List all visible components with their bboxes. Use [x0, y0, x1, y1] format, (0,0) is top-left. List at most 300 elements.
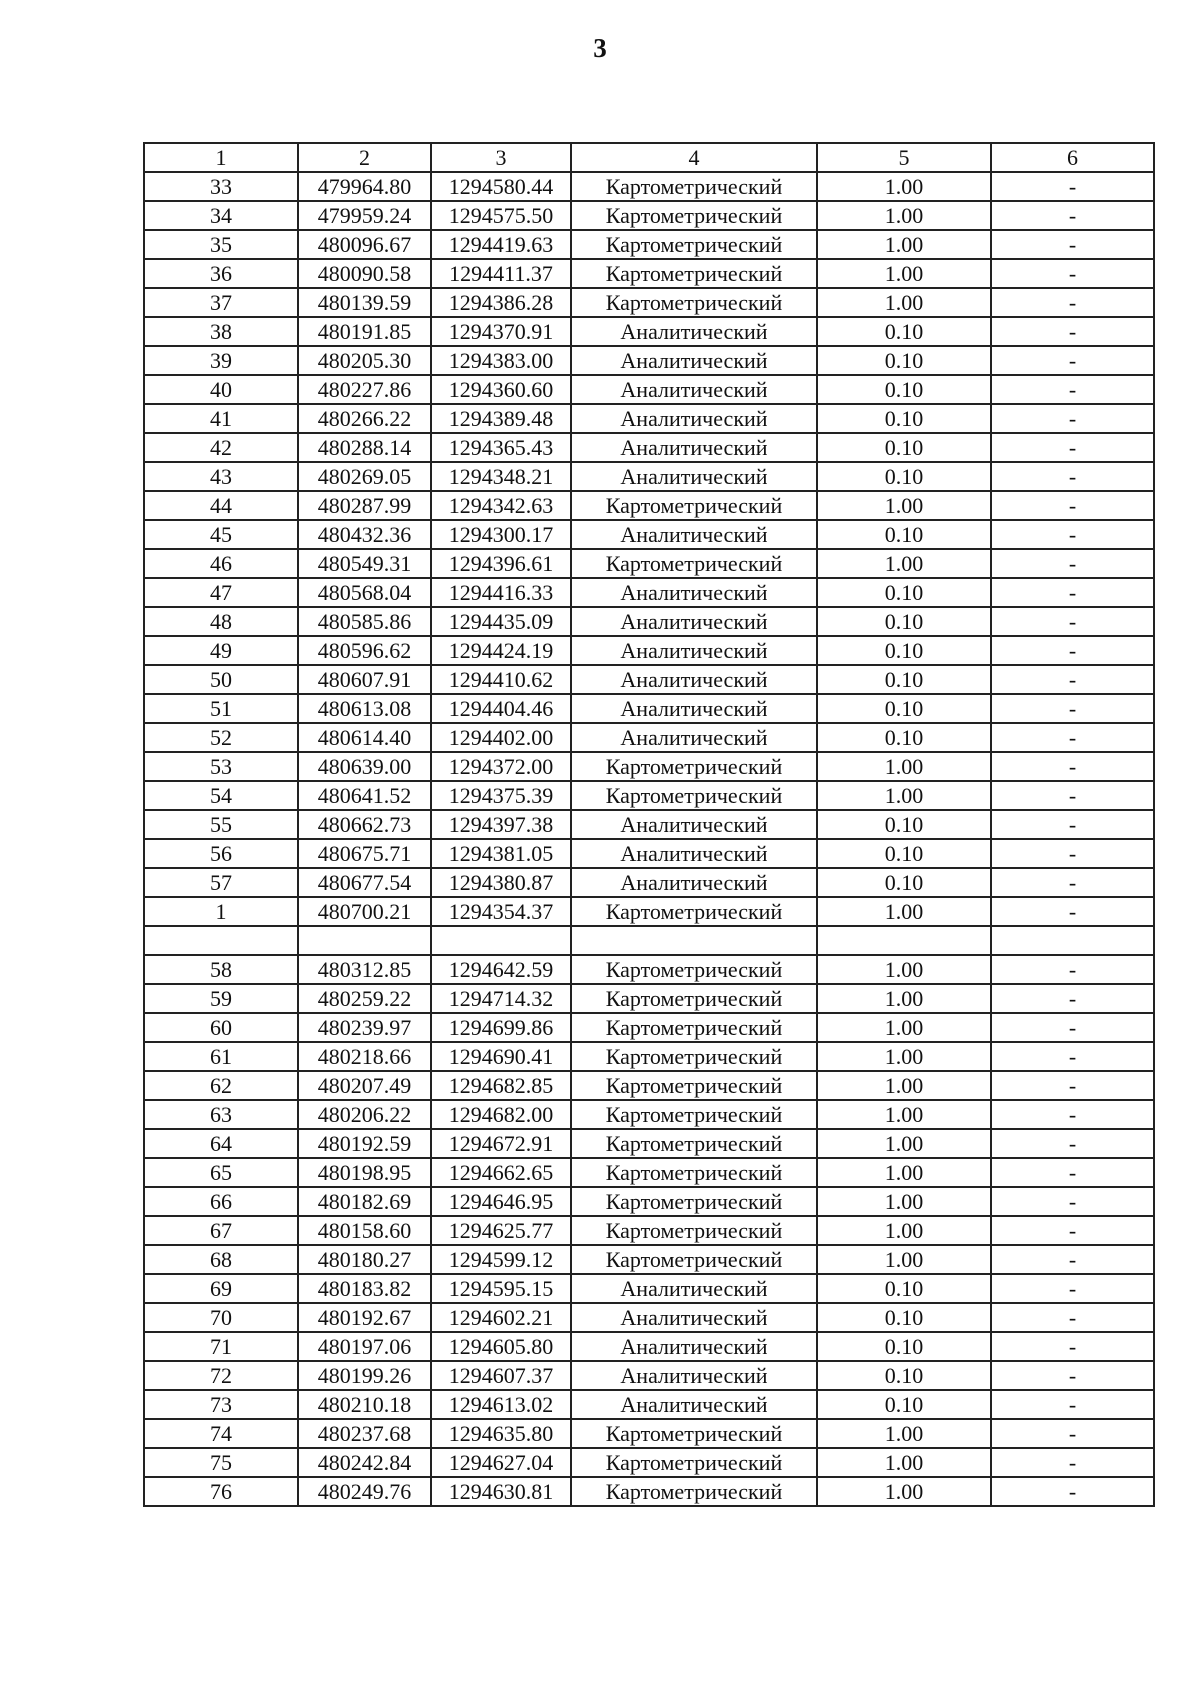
table-row — [144, 578, 1154, 607]
y-coordinate-cell: 1294682.00 — [431, 1100, 571, 1129]
x-coordinate-cell: 480242.84 — [298, 1448, 431, 1477]
point-number-cell: 52 — [144, 723, 298, 752]
point-number-cell: 42 — [144, 433, 298, 462]
accuracy-cell: 1.00 — [817, 1187, 991, 1216]
description-cell: - — [991, 462, 1154, 491]
table-row — [144, 1100, 1154, 1129]
table-row — [144, 607, 1154, 636]
method-cell: Картометрический — [571, 549, 817, 578]
accuracy-cell: 1.00 — [817, 1071, 991, 1100]
point-number-cell: 43 — [144, 462, 298, 491]
description-cell: - — [991, 520, 1154, 549]
y-coordinate-cell: 1294602.21 — [431, 1303, 571, 1332]
description-cell: - — [991, 1216, 1154, 1245]
accuracy-cell: 1.00 — [817, 1100, 991, 1129]
accuracy-cell: 0.10 — [817, 317, 991, 346]
method-cell: Аналитический — [571, 1361, 817, 1390]
method-cell: Картометрический — [571, 172, 817, 201]
description-cell: - — [991, 752, 1154, 781]
point-number-cell: 68 — [144, 1245, 298, 1274]
accuracy-cell: 0.10 — [817, 868, 991, 897]
description-cell: - — [991, 404, 1154, 433]
accuracy-cell: 0.10 — [817, 810, 991, 839]
x-coordinate-cell: 480288.14 — [298, 433, 431, 462]
y-coordinate-cell: 1294435.09 — [431, 607, 571, 636]
table-row — [144, 1245, 1154, 1274]
method-cell: Картометрический — [571, 1013, 817, 1042]
method-cell: Аналитический — [571, 1390, 817, 1419]
point-number-cell: 48 — [144, 607, 298, 636]
x-coordinate-cell: 480312.85 — [298, 955, 431, 984]
accuracy-cell: 0.10 — [817, 607, 991, 636]
method-cell: Картометрический — [571, 491, 817, 520]
y-coordinate-cell: 1294575.50 — [431, 201, 571, 230]
x-coordinate-cell: 480568.04 — [298, 578, 431, 607]
accuracy-cell: 1.00 — [817, 955, 991, 984]
table-row — [144, 259, 1154, 288]
x-coordinate-cell: 480662.73 — [298, 810, 431, 839]
description-cell: - — [991, 317, 1154, 346]
table-row — [144, 1361, 1154, 1390]
point-number-cell: 49 — [144, 636, 298, 665]
accuracy-cell: 1.00 — [817, 1245, 991, 1274]
y-coordinate-cell: 1294630.81 — [431, 1477, 571, 1506]
x-coordinate-cell: 480207.49 — [298, 1071, 431, 1100]
method-cell: Аналитический — [571, 317, 817, 346]
y-coordinate-cell: 1294672.91 — [431, 1129, 571, 1158]
description-cell: - — [991, 1274, 1154, 1303]
x-coordinate-cell: 480432.36 — [298, 520, 431, 549]
x-coordinate-cell: 480613.08 — [298, 694, 431, 723]
accuracy-cell: 0.10 — [817, 723, 991, 752]
description-cell: - — [991, 491, 1154, 520]
table-row — [144, 462, 1154, 491]
x-coordinate-cell: 480090.58 — [298, 259, 431, 288]
column-header: 4 — [571, 143, 817, 172]
table-row — [144, 520, 1154, 549]
point-number-cell: 65 — [144, 1158, 298, 1187]
y-coordinate-cell: 1294370.91 — [431, 317, 571, 346]
method-cell: Аналитический — [571, 433, 817, 462]
table-row — [144, 549, 1154, 578]
accuracy-cell: 0.10 — [817, 636, 991, 665]
x-coordinate-cell: 480585.86 — [298, 607, 431, 636]
x-coordinate-cell: 480191.85 — [298, 317, 431, 346]
x-coordinate-cell: 480197.06 — [298, 1332, 431, 1361]
table-row — [144, 665, 1154, 694]
method-cell: Картометрический — [571, 955, 817, 984]
method-cell: Картометрический — [571, 1448, 817, 1477]
description-cell: - — [991, 694, 1154, 723]
table-row — [144, 1158, 1154, 1187]
point-number-cell: 69 — [144, 1274, 298, 1303]
point-number-cell: 37 — [144, 288, 298, 317]
method-cell: Аналитический — [571, 868, 817, 897]
method-cell: Картометрический — [571, 781, 817, 810]
x-coordinate-cell: 480199.26 — [298, 1361, 431, 1390]
accuracy-cell: 0.10 — [817, 1361, 991, 1390]
table-row — [144, 810, 1154, 839]
point-number-cell: 74 — [144, 1419, 298, 1448]
accuracy-cell: 0.10 — [817, 346, 991, 375]
y-coordinate-cell: 1294699.86 — [431, 1013, 571, 1042]
method-cell: Картометрический — [571, 288, 817, 317]
accuracy-cell: 0.10 — [817, 433, 991, 462]
description-cell: - — [991, 375, 1154, 404]
x-coordinate-cell: 480641.52 — [298, 781, 431, 810]
y-coordinate-cell: 1294410.62 — [431, 665, 571, 694]
table-row — [144, 1448, 1154, 1477]
y-coordinate-cell: 1294397.38 — [431, 810, 571, 839]
method-cell: Картометрический — [571, 752, 817, 781]
description-cell: - — [991, 665, 1154, 694]
y-coordinate-cell: 1294354.37 — [431, 897, 571, 926]
table-row — [144, 1216, 1154, 1245]
column-header: 1 — [144, 143, 298, 172]
method-cell: Картометрический — [571, 1129, 817, 1158]
description-cell: - — [991, 607, 1154, 636]
y-coordinate-cell: 1294411.37 — [431, 259, 571, 288]
accuracy-cell: 0.10 — [817, 694, 991, 723]
x-coordinate-cell: 480607.91 — [298, 665, 431, 694]
point-number-cell: 64 — [144, 1129, 298, 1158]
table-row — [144, 230, 1154, 259]
table-row — [144, 636, 1154, 665]
y-coordinate-cell: 1294419.63 — [431, 230, 571, 259]
method-cell: Аналитический — [571, 520, 817, 549]
method-cell — [571, 926, 817, 955]
description-cell: - — [991, 1013, 1154, 1042]
method-cell: Картометрический — [571, 1100, 817, 1129]
y-coordinate-cell: 1294402.00 — [431, 723, 571, 752]
y-coordinate-cell: 1294300.17 — [431, 520, 571, 549]
accuracy-cell: 1.00 — [817, 1158, 991, 1187]
description-cell: - — [991, 1187, 1154, 1216]
point-number-cell: 46 — [144, 549, 298, 578]
column-header: 3 — [431, 143, 571, 172]
description-cell: - — [991, 578, 1154, 607]
table-row — [144, 1332, 1154, 1361]
table-row — [144, 1303, 1154, 1332]
description-cell: - — [991, 1158, 1154, 1187]
y-coordinate-cell: 1294380.87 — [431, 868, 571, 897]
point-number-cell: 76 — [144, 1477, 298, 1506]
x-coordinate-cell: 480259.22 — [298, 984, 431, 1013]
method-cell: Картометрический — [571, 259, 817, 288]
table-row — [144, 694, 1154, 723]
x-coordinate-cell: 480227.86 — [298, 375, 431, 404]
table-row — [144, 1390, 1154, 1419]
point-number-cell: 47 — [144, 578, 298, 607]
accuracy-cell: 1.00 — [817, 897, 991, 926]
description-cell: - — [991, 1129, 1154, 1158]
x-coordinate-cell: 480614.40 — [298, 723, 431, 752]
description-cell: - — [991, 897, 1154, 926]
point-number-cell: 57 — [144, 868, 298, 897]
description-cell: - — [991, 549, 1154, 578]
y-coordinate-cell: 1294383.00 — [431, 346, 571, 375]
point-number-cell: 40 — [144, 375, 298, 404]
accuracy-cell: 0.10 — [817, 1303, 991, 1332]
x-coordinate-cell: 480158.60 — [298, 1216, 431, 1245]
point-number-cell: 34 — [144, 201, 298, 230]
method-cell: Картометрический — [571, 201, 817, 230]
x-coordinate-cell: 480700.21 — [298, 897, 431, 926]
x-coordinate-cell: 480139.59 — [298, 288, 431, 317]
method-cell: Аналитический — [571, 723, 817, 752]
description-cell: - — [991, 868, 1154, 897]
point-number-cell: 66 — [144, 1187, 298, 1216]
y-coordinate-cell: 1294599.12 — [431, 1245, 571, 1274]
method-cell: Картометрический — [571, 1245, 817, 1274]
table-row — [144, 1187, 1154, 1216]
accuracy-cell — [817, 926, 991, 955]
y-coordinate-cell: 1294646.95 — [431, 1187, 571, 1216]
accuracy-cell: 1.00 — [817, 549, 991, 578]
description-cell: - — [991, 1245, 1154, 1274]
x-coordinate-cell: 480198.95 — [298, 1158, 431, 1187]
accuracy-cell: 0.10 — [817, 1332, 991, 1361]
y-coordinate-cell: 1294607.37 — [431, 1361, 571, 1390]
description-cell: - — [991, 1071, 1154, 1100]
point-number-cell: 71 — [144, 1332, 298, 1361]
x-coordinate-cell: 480237.68 — [298, 1419, 431, 1448]
point-number-cell: 55 — [144, 810, 298, 839]
accuracy-cell: 1.00 — [817, 1419, 991, 1448]
accuracy-cell: 0.10 — [817, 665, 991, 694]
y-coordinate-cell: 1294580.44 — [431, 172, 571, 201]
method-cell: Аналитический — [571, 1274, 817, 1303]
method-cell: Аналитический — [571, 810, 817, 839]
method-cell: Картометрический — [571, 230, 817, 259]
description-cell: - — [991, 1448, 1154, 1477]
x-coordinate-cell: 480249.76 — [298, 1477, 431, 1506]
accuracy-cell: 0.10 — [817, 839, 991, 868]
column-header: 5 — [817, 143, 991, 172]
table-row — [144, 346, 1154, 375]
point-number-cell: 58 — [144, 955, 298, 984]
table-row — [144, 723, 1154, 752]
y-coordinate-cell: 1294372.00 — [431, 752, 571, 781]
y-coordinate-cell: 1294613.02 — [431, 1390, 571, 1419]
method-cell: Аналитический — [571, 1303, 817, 1332]
x-coordinate-cell — [298, 926, 431, 955]
column-header: 2 — [298, 143, 431, 172]
column-header: 6 — [991, 143, 1154, 172]
x-coordinate-cell: 480639.00 — [298, 752, 431, 781]
table-header-row — [144, 143, 1154, 172]
description-cell: - — [991, 230, 1154, 259]
method-cell: Картометрический — [571, 1477, 817, 1506]
description-cell: - — [991, 1042, 1154, 1071]
point-number-cell: 60 — [144, 1013, 298, 1042]
point-number-cell: 75 — [144, 1448, 298, 1477]
table-row — [144, 317, 1154, 346]
method-cell: Аналитический — [571, 839, 817, 868]
x-coordinate-cell: 480192.59 — [298, 1129, 431, 1158]
x-coordinate-cell: 480287.99 — [298, 491, 431, 520]
description-cell: - — [991, 955, 1154, 984]
method-cell: Аналитический — [571, 1332, 817, 1361]
point-number-cell: 62 — [144, 1071, 298, 1100]
point-number-cell: 33 — [144, 172, 298, 201]
y-coordinate-cell — [431, 926, 571, 955]
point-number-cell: 59 — [144, 984, 298, 1013]
accuracy-cell: 1.00 — [817, 230, 991, 259]
description-cell: - — [991, 1477, 1154, 1506]
point-number-cell: 73 — [144, 1390, 298, 1419]
accuracy-cell: 1.00 — [817, 201, 991, 230]
point-number-cell: 63 — [144, 1100, 298, 1129]
point-number-cell: 54 — [144, 781, 298, 810]
x-coordinate-cell: 479959.24 — [298, 201, 431, 230]
description-cell: - — [991, 1361, 1154, 1390]
method-cell: Картометрический — [571, 1158, 817, 1187]
y-coordinate-cell: 1294605.80 — [431, 1332, 571, 1361]
table-row — [144, 839, 1154, 868]
table-row — [144, 1274, 1154, 1303]
accuracy-cell: 1.00 — [817, 1013, 991, 1042]
y-coordinate-cell: 1294389.48 — [431, 404, 571, 433]
table-row — [144, 1071, 1154, 1100]
method-cell: Картометрический — [571, 897, 817, 926]
x-coordinate-cell: 480096.67 — [298, 230, 431, 259]
table-row — [144, 1129, 1154, 1158]
coordinates-table — [143, 142, 1155, 1507]
method-cell: Аналитический — [571, 578, 817, 607]
description-cell: - — [991, 839, 1154, 868]
table-row — [144, 1013, 1154, 1042]
accuracy-cell: 0.10 — [817, 375, 991, 404]
y-coordinate-cell: 1294642.59 — [431, 955, 571, 984]
x-coordinate-cell: 480675.71 — [298, 839, 431, 868]
table-body — [144, 172, 1154, 1506]
accuracy-cell: 0.10 — [817, 520, 991, 549]
description-cell: - — [991, 1419, 1154, 1448]
point-number-cell: 39 — [144, 346, 298, 375]
x-coordinate-cell: 480269.05 — [298, 462, 431, 491]
y-coordinate-cell: 1294375.39 — [431, 781, 571, 810]
method-cell: Аналитический — [571, 404, 817, 433]
y-coordinate-cell: 1294424.19 — [431, 636, 571, 665]
x-coordinate-cell: 480596.62 — [298, 636, 431, 665]
accuracy-cell: 0.10 — [817, 1274, 991, 1303]
description-cell: - — [991, 172, 1154, 201]
accuracy-cell: 0.10 — [817, 578, 991, 607]
method-cell: Картометрический — [571, 1071, 817, 1100]
point-number-cell: 70 — [144, 1303, 298, 1332]
point-number-cell — [144, 926, 298, 955]
table-row — [144, 1042, 1154, 1071]
x-coordinate-cell: 480180.27 — [298, 1245, 431, 1274]
x-coordinate-cell: 480218.66 — [298, 1042, 431, 1071]
table-row — [144, 897, 1154, 926]
table-row — [144, 172, 1154, 201]
table-row — [144, 926, 1154, 955]
y-coordinate-cell: 1294690.41 — [431, 1042, 571, 1071]
table-row — [144, 752, 1154, 781]
description-cell: - — [991, 984, 1154, 1013]
x-coordinate-cell: 480206.22 — [298, 1100, 431, 1129]
point-number-cell: 44 — [144, 491, 298, 520]
method-cell: Картометрический — [571, 1419, 817, 1448]
description-cell: - — [991, 1332, 1154, 1361]
description-cell: - — [991, 433, 1154, 462]
table-row — [144, 1419, 1154, 1448]
method-cell: Аналитический — [571, 694, 817, 723]
point-number-cell: 36 — [144, 259, 298, 288]
y-coordinate-cell: 1294381.05 — [431, 839, 571, 868]
accuracy-cell: 1.00 — [817, 1216, 991, 1245]
description-cell: - — [991, 288, 1154, 317]
method-cell: Аналитический — [571, 607, 817, 636]
x-coordinate-cell: 480239.97 — [298, 1013, 431, 1042]
description-cell: - — [991, 781, 1154, 810]
description-cell — [991, 926, 1154, 955]
point-number-cell: 1 — [144, 897, 298, 926]
y-coordinate-cell: 1294416.33 — [431, 578, 571, 607]
description-cell: - — [991, 1390, 1154, 1419]
description-cell: - — [991, 1100, 1154, 1129]
description-cell: - — [991, 259, 1154, 288]
accuracy-cell: 1.00 — [817, 984, 991, 1013]
y-coordinate-cell: 1294342.63 — [431, 491, 571, 520]
table-row — [144, 404, 1154, 433]
description-cell: - — [991, 810, 1154, 839]
x-coordinate-cell: 480205.30 — [298, 346, 431, 375]
method-cell: Картометрический — [571, 1187, 817, 1216]
accuracy-cell: 1.00 — [817, 1042, 991, 1071]
accuracy-cell: 0.10 — [817, 1390, 991, 1419]
point-number-cell: 67 — [144, 1216, 298, 1245]
description-cell: - — [991, 346, 1154, 375]
point-number-cell: 35 — [144, 230, 298, 259]
table-row — [144, 984, 1154, 1013]
point-number-cell: 56 — [144, 839, 298, 868]
table-row — [144, 433, 1154, 462]
accuracy-cell: 1.00 — [817, 491, 991, 520]
method-cell: Картометрический — [571, 1042, 817, 1071]
description-cell: - — [991, 201, 1154, 230]
y-coordinate-cell: 1294396.61 — [431, 549, 571, 578]
point-number-cell: 51 — [144, 694, 298, 723]
table-row — [144, 288, 1154, 317]
y-coordinate-cell: 1294714.32 — [431, 984, 571, 1013]
x-coordinate-cell: 480210.18 — [298, 1390, 431, 1419]
table-row — [144, 955, 1154, 984]
table-row — [144, 868, 1154, 897]
table-row — [144, 201, 1154, 230]
accuracy-cell: 1.00 — [817, 259, 991, 288]
y-coordinate-cell: 1294404.46 — [431, 694, 571, 723]
x-coordinate-cell: 480192.67 — [298, 1303, 431, 1332]
accuracy-cell: 1.00 — [817, 1477, 991, 1506]
page-number: 3 — [593, 33, 607, 63]
method-cell: Картометрический — [571, 1216, 817, 1245]
method-cell: Аналитический — [571, 375, 817, 404]
x-coordinate-cell: 480183.82 — [298, 1274, 431, 1303]
point-number-cell: 53 — [144, 752, 298, 781]
y-coordinate-cell: 1294662.65 — [431, 1158, 571, 1187]
y-coordinate-cell: 1294627.04 — [431, 1448, 571, 1477]
accuracy-cell: 1.00 — [817, 1129, 991, 1158]
x-coordinate-cell: 480182.69 — [298, 1187, 431, 1216]
point-number-cell: 45 — [144, 520, 298, 549]
accuracy-cell: 1.00 — [817, 781, 991, 810]
table-row — [144, 1477, 1154, 1506]
y-coordinate-cell: 1294348.21 — [431, 462, 571, 491]
point-number-cell: 41 — [144, 404, 298, 433]
